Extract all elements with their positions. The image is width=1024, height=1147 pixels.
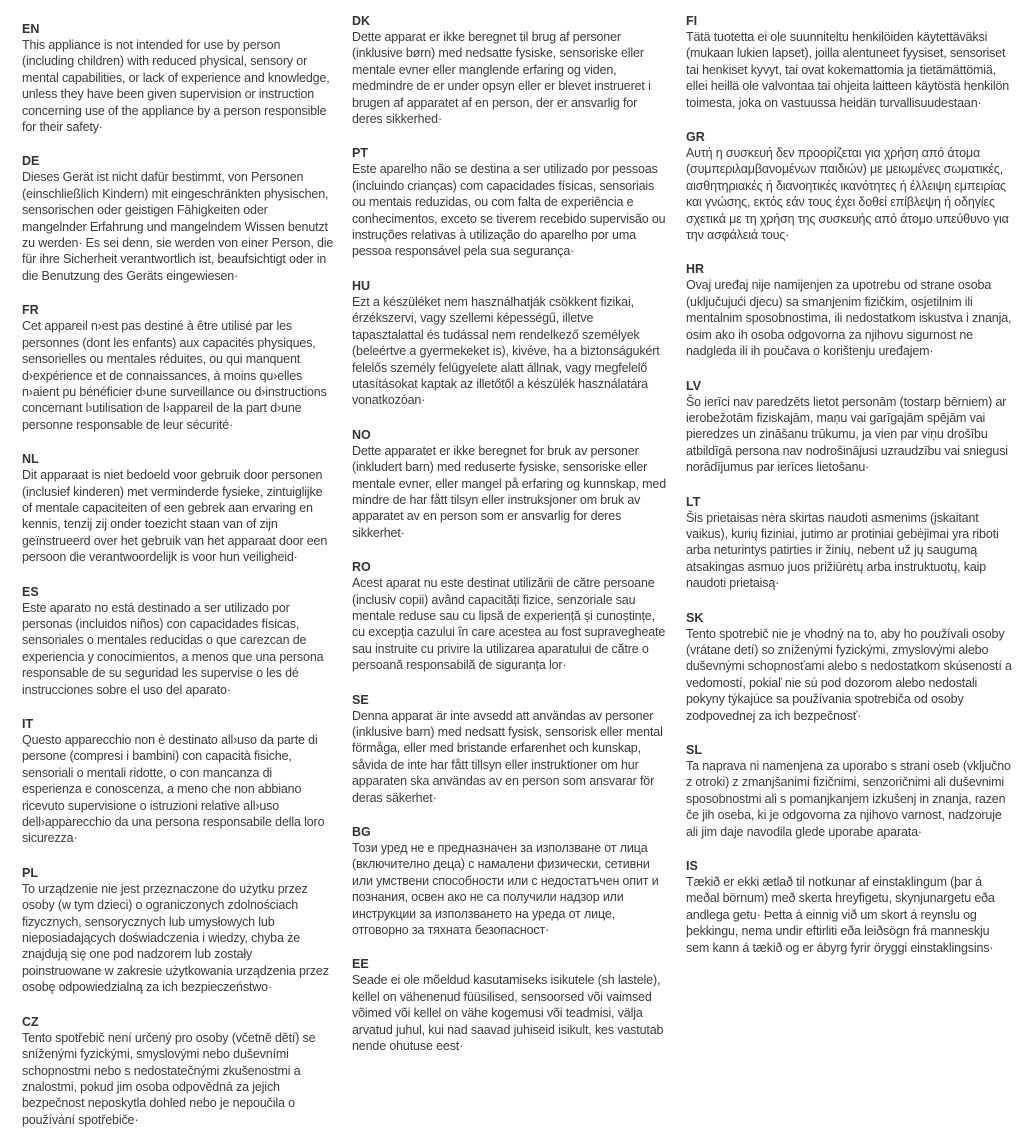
language-code-label: HU <box>352 278 371 293</box>
language-code-label: RO <box>352 560 371 575</box>
language-code-label: GR <box>686 130 705 145</box>
language-code-label: CZ <box>22 1014 39 1029</box>
language-code-label: SE <box>352 692 369 707</box>
language-safety-text: Denna apparat är inte avsedd att användas av personer (inklusive barn) med nedsatt fysisk, sensorisk eller mental förmåga, eller med bristande erfarenhet och kunskap, såvida de inte har fått tillsyn eller instruktioner om hur apparaten ska användas av en person som ansvarar för deras säkerhet· <box>352 708 663 805</box>
language-safety-text: Tento spotrebič nie je vhodný na to, aby ho používali osoby (vrátane detí) so zníženými fyzickými, zmyslovými alebo duševnými schopnosťami alebo s nedostatkom skúseností a vedomostí, pokiaľ nie sú pod dozorom alebo nedostali pokyny týkajúce sa používania spotrebiča od osoby zodpovednej za ich bezpečnosť· <box>686 626 1012 723</box>
language-section-fr <box>22 303 334 433</box>
language-section-de <box>22 154 334 284</box>
language-safety-text: Este aparato no está destinado a ser utilizado por personas (incluidos niños) con capacidades físicas, sensoriales o mentales reducidas o que carezcan de experiencia y conocimientos, a menos que una persona responsable de su seguridad les supervise o les dé instrucciones sobre el uso del aparato· <box>22 600 324 697</box>
language-code-label: IT <box>22 717 34 731</box>
language-code-label: EN <box>22 22 40 36</box>
language-safety-text: Questo apparecchio non è destinato all›uso da parte di persone (compresi i bambini) con capacità fisiche, sensoriali o mentali ridotte, o con mancanza di esperienza e conoscenza, a meno che non abbiano ricevuto supervisione o istruzioni relative all›uso dell›apparecchio da una persona responsabile della loro sicurezza· <box>22 733 325 846</box>
language-safety-text: Този уред не е предназначен за използване от лица (включително деца) с намалени физически, сетивни или умствени способности или с недостатъчен опит и познания, освен ако не са получили надзор или инструкции за използването на уреда от лице, отговорно за тяхната безопасност· <box>352 841 659 938</box>
language-safety-text: Αυτή η συσκευή δεν προορίζεται για χρήση από άτομα (συμπεριλαμβανομένων παιδιών) με μειωμένες σωματικές, αισθητηριακές ή διανοητικές ικανότητες ή έλλειψη εμπειρίας και γνώσης, εκτός εάν τους έχει δοθεί επίβλεψη ή οδηγίες σχετικά με τη χρήση της συσκευής από άτομο υπεύθυνο για την ασφάλειά τους· <box>686 146 1009 243</box>
language-code-label: FI <box>686 14 698 28</box>
language-code-label: NL <box>22 452 39 467</box>
language-safety-text: Ovaj uređaj nije namijenjen za upotrebu od strane osoba (uključujući djecu) sa smanjenim fizičkim, osjetilnim ili mentalnim sposobnostima, ili nedostatkom iskustva i znanja, osim ako ih osoba odgovorna za njihovu sigurnost ne nadgleda ili ih poučava o korištenju uređajem· <box>686 278 1012 359</box>
language-section-no <box>352 428 668 541</box>
language-section-pt <box>352 146 668 259</box>
language-section-ee <box>352 957 668 1054</box>
safety-text-column-1 <box>22 14 334 1147</box>
language-section-is <box>686 859 1012 956</box>
language-code-label: PL <box>22 865 38 880</box>
language-section-fi <box>686 14 1012 111</box>
language-code-label: HR <box>686 262 705 277</box>
language-code-label: SL <box>686 743 702 757</box>
language-code-label: DK <box>352 14 371 28</box>
language-section-hu <box>352 279 668 409</box>
language-safety-text: Este aparelho não se destina a ser utilizado por pessoas (incluindo crianças) com capacidades físicas, sensoriais ou mentais reduzidas, ou com falta de experiência e conhecimentos, exceto se tiverem recebido supervisão ou instruções relativas à utilização do aparelho por uma pessoa responsável pela sua segurança· <box>352 162 666 259</box>
language-safety-text: Acest aparat nu este destinat utilizării de către persoane (inclusiv copii) având capacități fizice, senzoriale sau mentale reduse sau cu lipsă de experiență și cunoștințe, cu excepția cazului în care acestea au fost supravegheate sau instruite cu privire la utilizarea aparatului de către o persoană responsabilă de siguranța lor· <box>352 576 666 673</box>
language-section-pl <box>22 866 334 996</box>
language-section-nl <box>22 452 334 565</box>
language-safety-text: Dette apparatet er ikke beregnet for bruk av personer (inkludert barn) med reduserte fysiske, sensoriske eller mentale evner, eller mangel på erfaring og kunnskap, med mindre de har fått tilsyn eller instruksjoner om bruk av apparatet av en person som er ansvarlig for deres sikkerhet· <box>352 443 667 540</box>
language-safety-text: Tækið er ekki ætlað til notkunar af einstaklingum (þar á meðal börnum) með skerta hreyfigetu, skynjunargetu eða andlega getu· Þetta á einnig við um skort á reynslu og þekkingu, nema undir eftirliti eða leiðsögn frá manneskju sem kann á tækið og er ábyrg fyrir öryggi einstaklingsins· <box>686 875 995 955</box>
language-safety-text: Dieses Gerät ist nicht dafür bestimmt, von Personen (einschließlich Kindern) mit eingeschränkten physischen, sensorischen oder geistigen Fähigkeiten oder mangelnder Erfahrung und mangelndem Wissen benutzt zu werden· Es sei denn, sie werden von einer Person, die für ihre Sicherheit verantwortlich ist, beaufsichtigt oder in die Benutzung des Geräts eingewiesen· <box>22 170 334 283</box>
language-code-label: LV <box>686 378 702 393</box>
safety-text-column-3 <box>686 14 1012 975</box>
language-safety-text: Seade ei ole mõeldud kasutamiseks isikutele (sh lastele), kellel on vähenenud füüsilised, sensoorsed või vaimsed võimed või kellel on vähe kogemusi või teadmisi, välja arvatud juhul, kui nad saavad juhiseid isikult, kes vastutab nende ohutuse eest· <box>352 973 664 1054</box>
language-code-label: IS <box>686 859 698 874</box>
language-code-label: EE <box>352 957 369 972</box>
language-code-label: SK <box>686 610 704 625</box>
language-code-label: NO <box>352 427 371 442</box>
language-section-en <box>22 22 334 135</box>
language-code-label: BG <box>352 825 371 840</box>
safety-text-column-2 <box>352 14 668 1074</box>
language-section-dk <box>352 14 668 127</box>
language-section-lv <box>686 379 1012 476</box>
language-safety-text: Dette apparat er ikke beregnet til brug af personer (inklusive børn) med nedsatte fysiske, sensoriske eller mentale evner eller manglende erfaring og viden, medmindre de er under opsyn eller er blevet instrueret i brugen af apparatet af en person, der er ansvarlig for deres sikkerhed· <box>352 30 651 127</box>
language-code-label: DE <box>22 154 40 169</box>
language-safety-text: Dit apparaat is niet bedoeld voor gebruik door personen (inclusief kinderen) met verminderde fysieke, zintuiglijke of mentale capaciteiten of een gebrek aan ervaring en kennis, tenzij zij onder toezicht staan van of zijn geïnstrueerd over het gebruik van het apparaat door een persoon die verantwoordelijk is voor hun veiligheid· <box>22 468 328 565</box>
language-section-bg <box>352 825 668 938</box>
language-safety-text: Tento spotřebič není určený pro osoby (včetně dětí) se sníženými fyzickými, smyslovými nebo duševními schopnostmi nebo s nedostatečnými zkušenostmi a znalostmi, pokud jim osoba odpovědná za jejich bezpečnost neposkytla dohled nebo je nepoučila o používání spotřebiče· <box>22 1030 316 1127</box>
language-section-hr <box>686 262 1012 359</box>
language-safety-text: This appliance is not intended for use by person (including children) with reduced physical, sensory or mental capabilities, or lack of experience and knowledge, unless they have been given supervision or instruction concerning use of the appliance by a person responsible for their safety· <box>22 38 330 135</box>
language-section-es <box>22 585 334 698</box>
language-safety-text: Tätä tuotetta ei ole suunniteltu henkilöiden käytettäväksi (mukaan lukien lapset), joilla alentuneet fyysiset, sensoriset tai henkiset kyvyt, tai ovat kokemattomia ja tietämättömiä, ellei heillä ole valvontaa tai ohjeita laitteen käytöstä henkilön toimesta, joka on vastuussa heidän turvallisuudestaan· <box>686 30 1010 110</box>
language-section-se <box>352 693 668 806</box>
language-code-label: PT <box>352 146 368 161</box>
language-section-gr <box>686 130 1012 243</box>
language-section-it <box>22 717 334 847</box>
language-code-label: FR <box>22 303 39 318</box>
language-section-sl <box>686 743 1012 840</box>
language-safety-text: Šo ierīci nav paredzēts lietot personām (tostarp bērniem) ar ierobežotām fiziskajām, maņu vai garīgajām spējām vai pieredzes un zināšanu trūkumu, ja vien par viņu drošību atbildīgā persona nav nodrošinājusi uzraudzību vai sniegusi norādījumus par ierīces lietošanu· <box>686 394 1008 475</box>
language-safety-text: Šis prietaisas nėra skirtas naudoti asmenims (įskaitant vaikus), kurių fiziniai, jutimo ar protiniai gebėjimai yra riboti arba neturintys patirties ir žinių, nebent už jų saugumą atsakingas asmuo juos prižiūrėtų arba instruktuotų, kaip naudoti prietaisą· <box>686 510 999 591</box>
language-section-lt <box>686 495 1012 592</box>
language-section-sk <box>686 611 1012 724</box>
language-safety-text: Cet appareil n›est pas destiné à être utilisé par les personnes (dont les enfants) aux capacités physiques, sensorielles ou mentales réduites, ou qui manquent d›expérience et de connaissances, à moins qu›elles n›aient pu bénéficier d›une surveillance ou d›instructions concernant l›utilisation de l›appareil de la part d›une personne responsable de leur sécurité· <box>22 319 327 432</box>
language-section-cz <box>22 1015 334 1128</box>
language-safety-text: Ta naprava ni namenjena za uporabo s strani oseb (vključno z otroki) z zmanjšanimi fizičnimi, senzoričnimi ali duševnimi sposobnostmi ali s pomanjkanjem izkušenj in znanja, razen če jih oseba, ki je odgovorna za njihovo varnost, nadzoruje ali jim daje navodila glede uporabe aparata· <box>686 759 1011 839</box>
language-safety-text: Ezt a készüléket nem használhatják csökkent fizikai, érzékszervi, vagy szellemi képességű, illetve tapasztalattal és tudással nem rendelkező személyek (beleértve a gyermekeket is), kivéve, ha a biztonságukért felelős személy felügyelete alatt állnak, vagy megfelelő utasításokat kaptak az illetőtől a készülék használatára vonatkozóan· <box>352 294 660 408</box>
language-safety-text: To urządzenie nie jest przeznaczone do użytku przez osoby (w tym dzieci) o ograniczonych zdolnościach fizycznych, sensorycznych lub umysłowych lub nieposiadających doświadczenia i wiedzy, chyba że znajdują się one pod nadzorem lub zostały poinstruowane w zakresie użytkowania urządzenia przez osobę odpowiedzialną za ich bezpieczeństwo· <box>22 881 329 995</box>
language-code-label: LT <box>686 494 701 509</box>
language-code-label: ES <box>22 584 39 599</box>
language-section-ro <box>352 560 668 673</box>
